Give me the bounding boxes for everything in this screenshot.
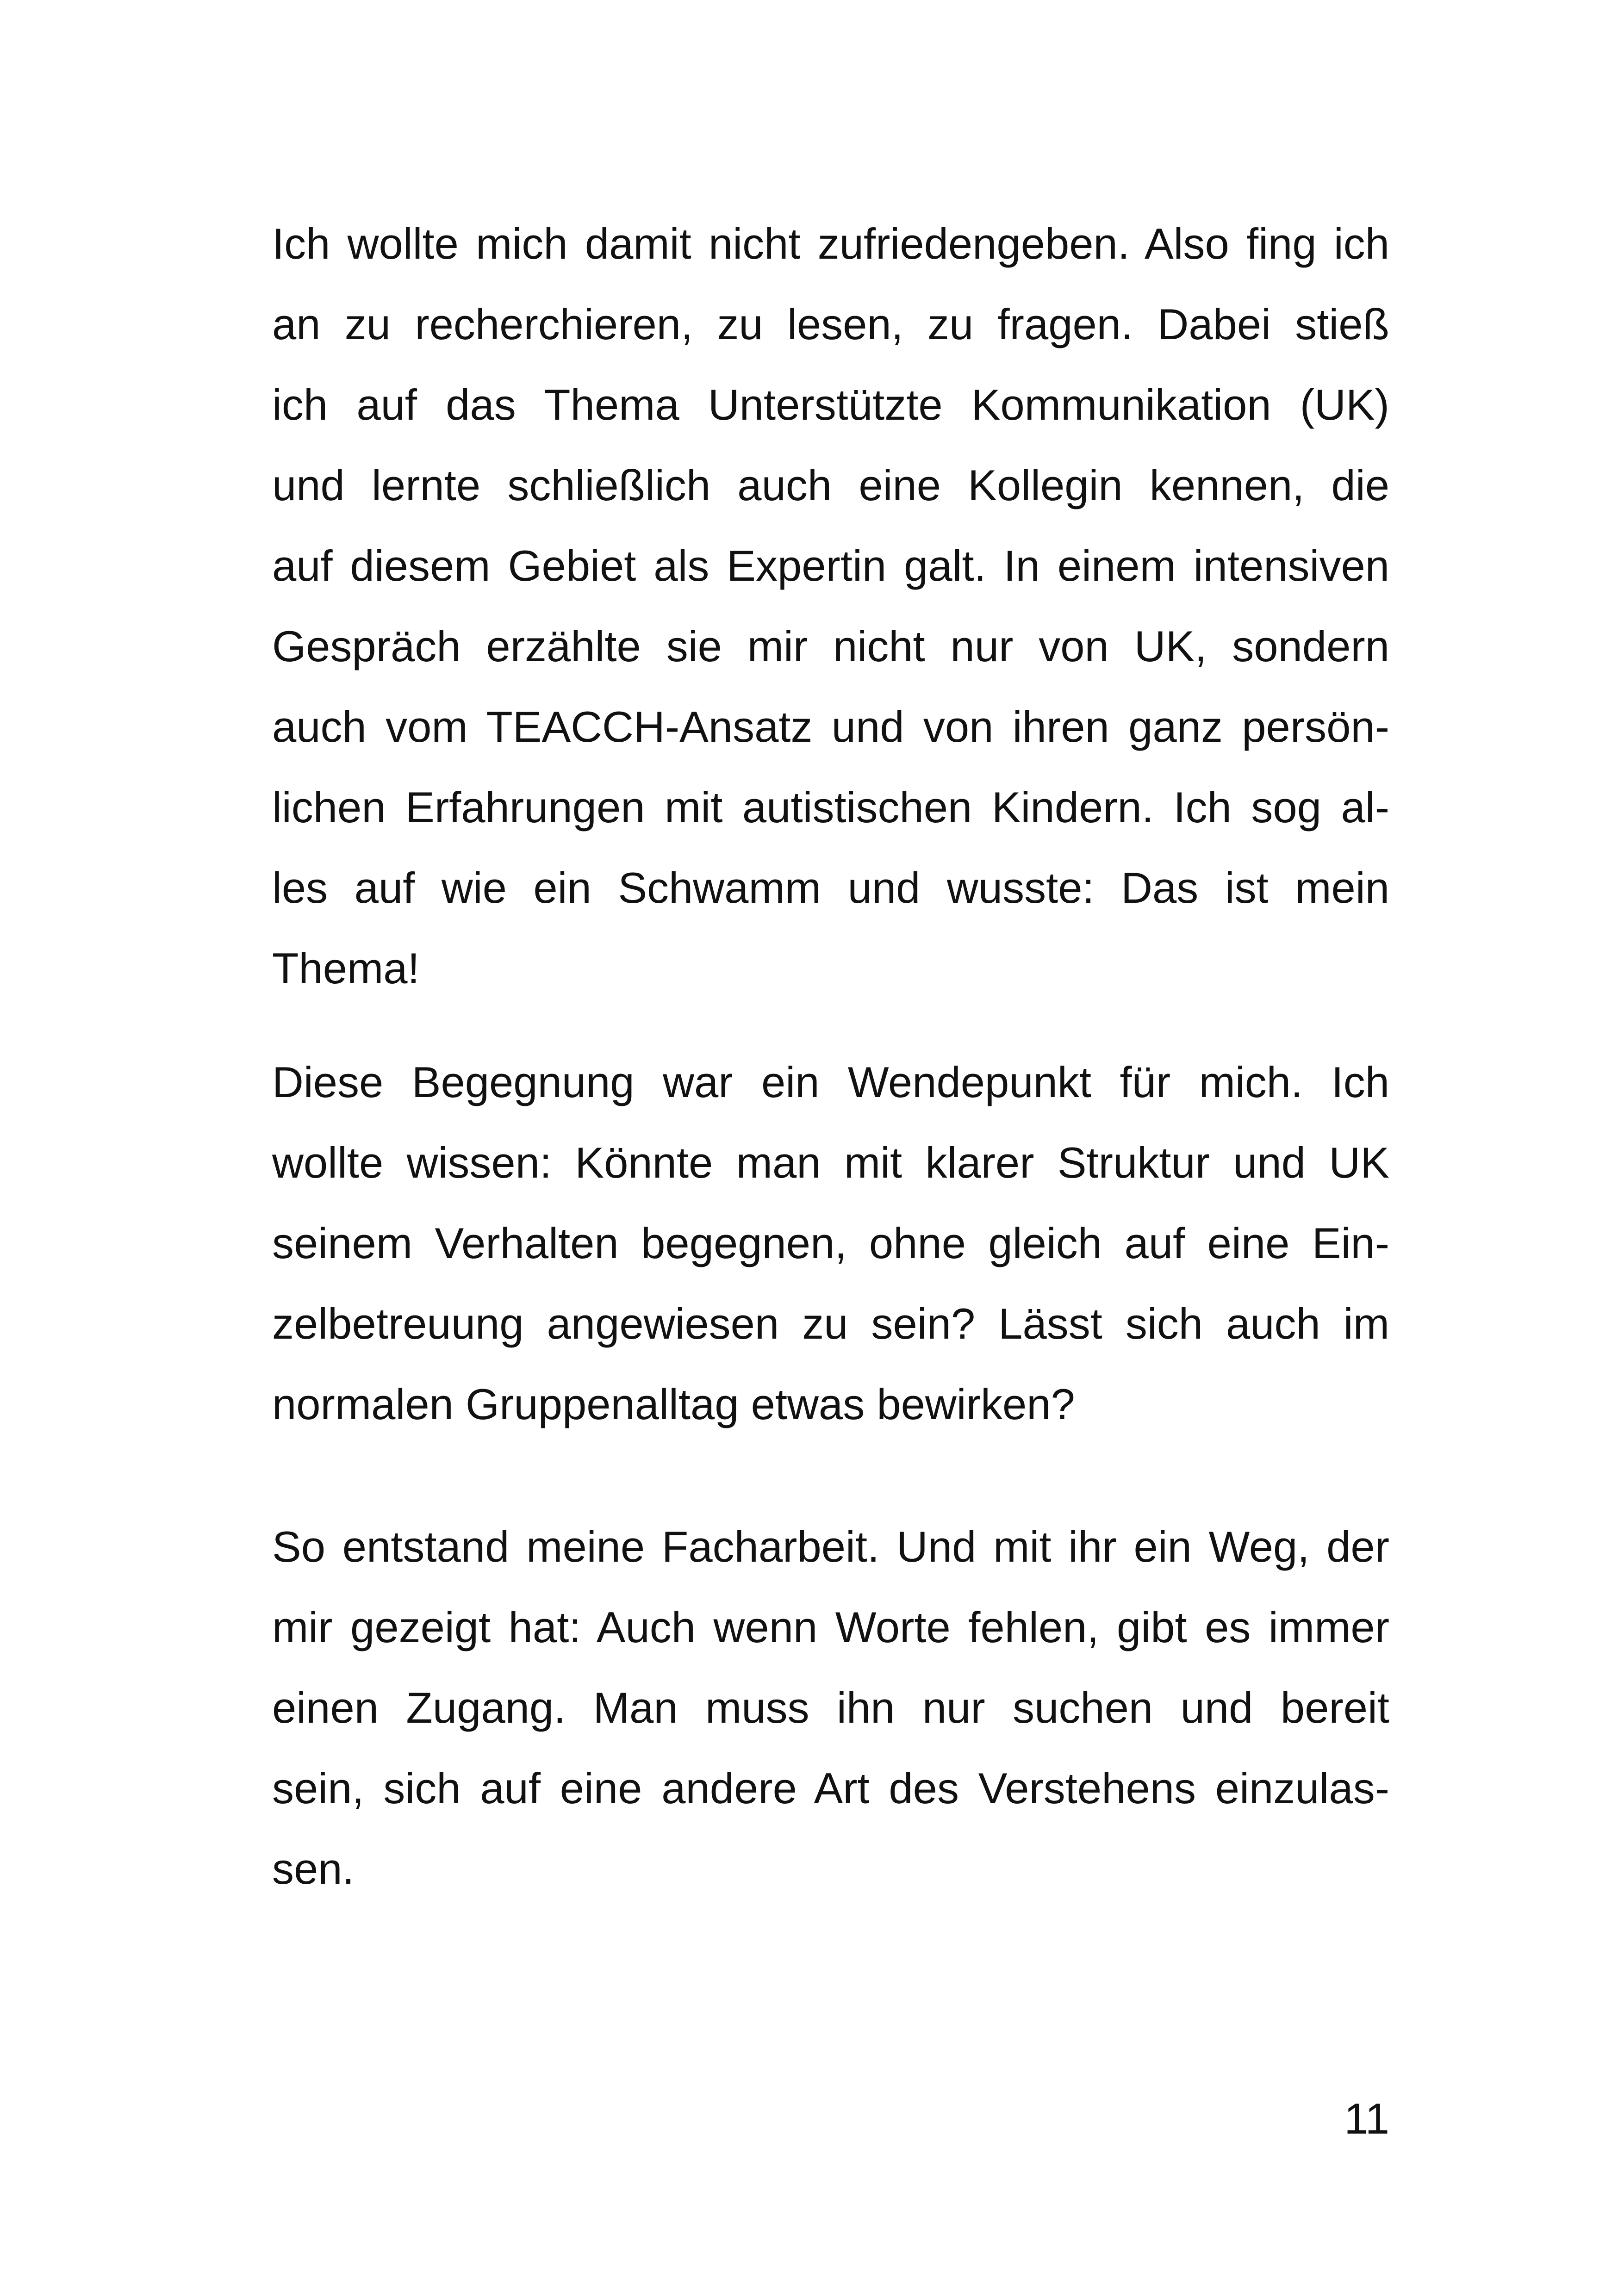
text-line: sen. [272,1844,355,1893]
text-line: Thema! [272,944,420,993]
text-line: auf diesem Gebiet als Expertin galt. In einem intensiven [272,541,1389,590]
text-line: zelbetreuung angewiesen zu sein? Lässt sich auch im [272,1299,1389,1348]
text-line: mir gezeigt hat: Auch wenn Worte fehlen, gibt es immer [272,1603,1389,1651]
text-line: und lernte schließlich auch eine Kollegin kennen, die [272,461,1389,509]
text-line: Gespräch erzählte sie mir nicht nur von UK, sondern [272,622,1389,670]
text-line: auch vom TEACCH-Ansatz und von ihren ganz persön- [272,702,1389,751]
paragraph-2 [272,1042,1389,1445]
paragraph-1 [272,204,1389,1009]
text-line: Ich wollte mich damit nicht zufriedengeben. Also fing ich [272,219,1389,268]
text-line: sein, sich auf eine andere Art des Verstehens einzulas- [272,1764,1389,1812]
text-line: les auf wie ein Schwamm und wusste: Das ist mein [272,863,1389,912]
text-line: wollte wissen: Könnte man mit klarer Struktur und UK [272,1138,1389,1187]
text-line: normalen Gruppenalltag etwas bewirken? [272,1380,1075,1428]
text-line: lichen Erfahrungen mit autistischen Kindern. Ich sog al- [272,783,1389,832]
text-line: seinem Verhalten begegnen, ohne gleich auf eine Ein- [272,1219,1389,1267]
page-number: 11 [1344,2094,1389,2143]
text-line: an zu recherchieren, zu lesen, zu fragen. Dabei stieß [272,300,1389,348]
paragraph-3 [272,1507,1389,1909]
text-line: ich auf das Thema Unterstützte Kommunikation (UK) [272,380,1389,429]
text-line: So entstand meine Facharbeit. Und mit ihr ein Weg, der [272,1522,1389,1571]
text-line: Diese Begegnung war ein Wendepunkt für mich. Ich [272,1058,1389,1106]
text-line: einen Zugang. Man muss ihn nur suchen und bereit [272,1683,1389,1732]
